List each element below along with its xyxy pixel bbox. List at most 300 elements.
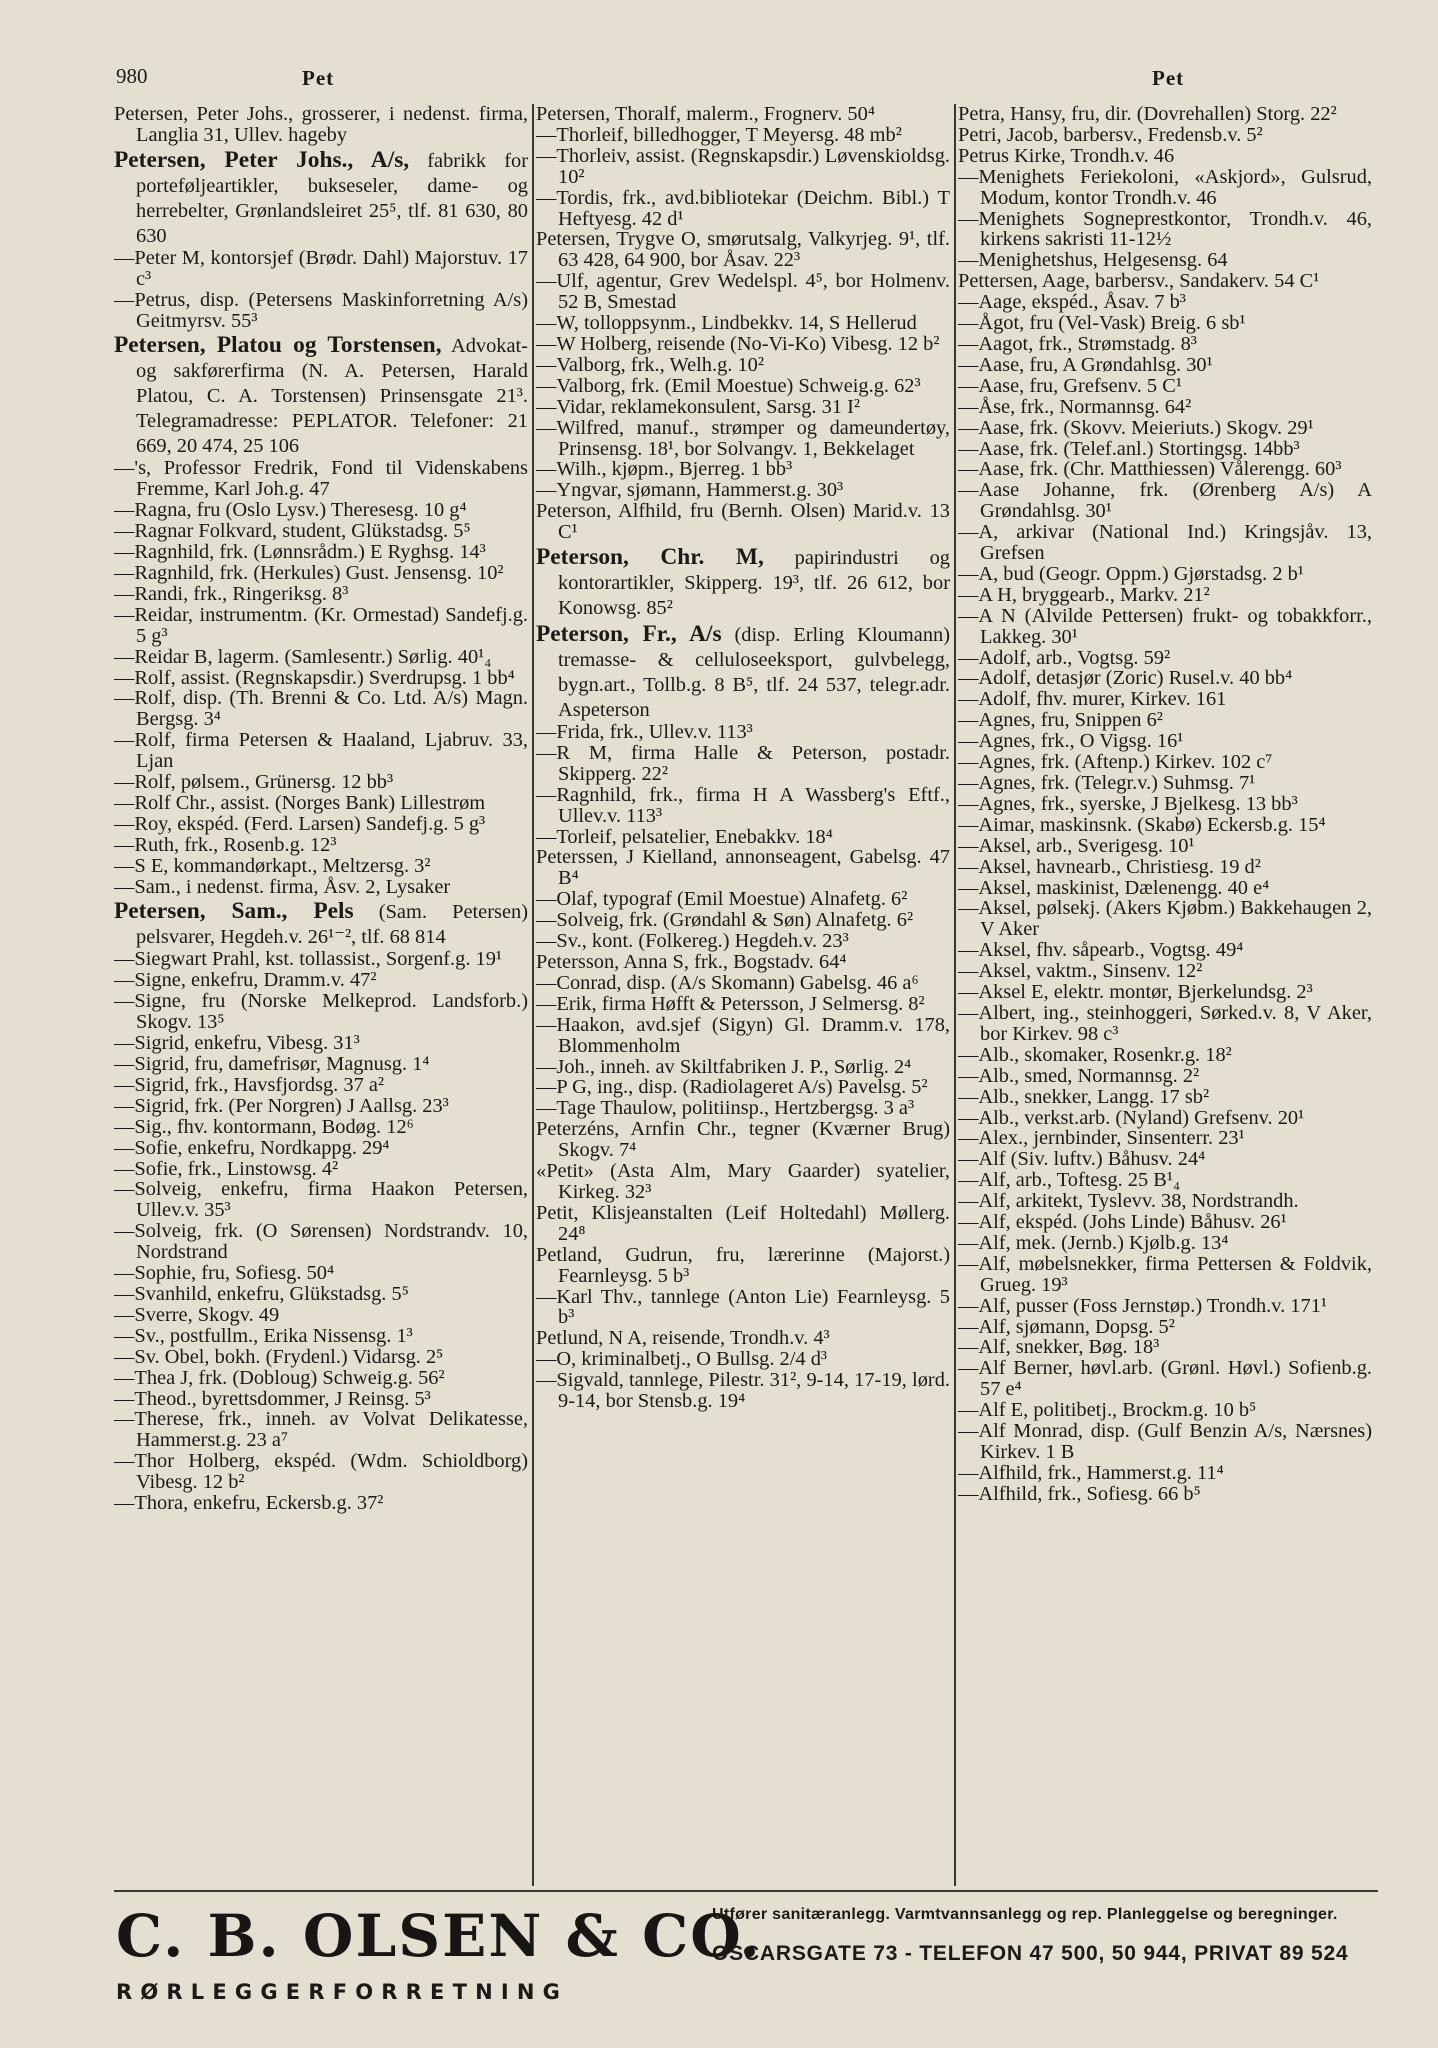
entry-name: —Alb., skomaker, Rosenkr.g. 18² — [958, 1043, 1232, 1066]
entry-name: —Signe, enkefru, Dramm.v. 47² — [114, 969, 377, 992]
directory-entry — [536, 1370, 950, 1412]
directory-entry — [958, 1400, 1372, 1421]
directory-entry — [114, 814, 528, 835]
directory-entry — [114, 835, 528, 856]
entry-name: —Alf Berner, høvl.arb. (Grønl. Høvl.) Sofienb.g. 57 e⁴ — [958, 1357, 1372, 1401]
directory-entry — [958, 1463, 1372, 1484]
entry-name: —Alf, pusser (Foss Jernstøp.) Trondh.v. 171¹ — [958, 1294, 1328, 1317]
directory-entry — [114, 1179, 528, 1221]
entry-name: Petersen, Peter Johs., A/s, — [114, 146, 410, 173]
entry-name: —Alb., smed, Normannsg. 2² — [958, 1064, 1200, 1087]
directory-entry — [114, 333, 528, 458]
directory-entry — [536, 376, 950, 397]
directory-entry — [958, 1358, 1372, 1400]
directory-entry — [958, 146, 1372, 167]
directory-entry — [114, 1368, 528, 1389]
entry-name: —Ragnhild, frk., firma H A Wassberg's Eftf., Ullev.v. 113³ — [536, 783, 950, 827]
entry-name: —R M, firma Halle & Peterson, postadr. Skipperg. 22² — [536, 741, 950, 785]
entry-name: —Ragna, fru (Oslo Lysv.) Theresesg. 10 g⁴ — [114, 499, 467, 522]
entry-name: —Aase, frk. (Telef.anl.) Stortingsg. 14bb³ — [958, 437, 1300, 460]
entry-name: —Peter M, kontorsjef (Brødr. Dahl) Majorstuv. 17 c³ — [114, 246, 528, 290]
entry-name: Petra, Hansy, fru, dir. (Dovrehallen) Storg. 22² — [958, 103, 1337, 125]
directory-entry — [536, 459, 950, 480]
entry-name: Petersen, Trygve O, smørutsalg, Valkyrjeg. 9¹, tlf. 63 428, 64 900, bor Åsav. 22³ — [536, 228, 950, 272]
directory-entry — [536, 827, 950, 848]
ad-company-name: C. B. OLSEN & CO. — [116, 1902, 762, 1970]
directory-entry — [536, 1245, 950, 1287]
directory-entry — [114, 688, 528, 730]
ad-company-trade: RØRLEGGERFORRETNING — [116, 1980, 569, 2004]
directory-entry — [536, 622, 950, 722]
directory-entry — [958, 1484, 1372, 1505]
directory-entry — [958, 250, 1372, 271]
directory-entry — [114, 148, 528, 248]
directory-entry — [114, 1138, 528, 1159]
entry-name: —Solveig, frk. (Grøndahl & Søn) Alnafetg. 6² — [536, 909, 914, 932]
entry-name: —Vidar, reklamekonsulent, Sarsg. 31 I² — [536, 395, 861, 418]
entry-name: —Alf, møbelsnekker, firma Pettersen & Foldvik, Grueg. 19³ — [958, 1252, 1372, 1296]
header-word-left: Pet — [302, 66, 335, 90]
entry-name: Petrus Kirke, Trondh.v. 46 — [958, 144, 1175, 167]
directory-entry — [536, 931, 950, 952]
entry-name: —Tage Thaulow, politiinsp., Hertzbergsg. 3 a³ — [536, 1097, 915, 1120]
directory-entry — [114, 1451, 528, 1493]
directory-entry — [958, 292, 1372, 313]
entry-name: —Roy, ekspéd. (Ferd. Larsen) Sandefj.g. 5 g³ — [114, 812, 486, 835]
directory-entry — [958, 125, 1372, 146]
column-2 — [536, 104, 950, 1412]
directory-entry — [958, 1087, 1372, 1108]
entry-name: Petri, Jacob, barbersv., Fredensb.v. 5² — [958, 123, 1263, 146]
entry-name: —Olaf, typograf (Emil Moestue) Alnafetg. 6² — [536, 888, 908, 911]
directory-entry — [958, 1254, 1372, 1296]
entry-name: —Ragnhild, frk. (Lønnsrådm.) E Ryghsg. 14³ — [114, 541, 486, 564]
entry-name: —Ragnhild, frk. (Herkules) Gust. Jensensg. 10² — [114, 561, 504, 584]
directory-entry — [958, 376, 1372, 397]
directory-entry — [958, 564, 1372, 585]
entry-name: —A, arkivar (National Ind.) Kringsjåv. 13, Grefsen — [958, 521, 1372, 565]
directory-entry — [958, 1045, 1372, 1066]
page-number: 980 — [116, 64, 148, 88]
directory-entry — [114, 1159, 528, 1180]
entry-name: —Aksel, pølsekj. (Akers Kjøbm.) Bakkehaugen 2, V Aker — [958, 897, 1372, 941]
directory-entry — [958, 480, 1372, 522]
directory-entry — [536, 1057, 950, 1078]
directory-entry — [536, 418, 950, 460]
entry-name: —Alf, arb., Toftesg. 25 B¹₄ — [958, 1169, 1181, 1192]
directory-entry — [536, 501, 950, 543]
directory-entry — [114, 542, 528, 563]
directory-entry — [536, 1328, 950, 1349]
directory-entry — [958, 1066, 1372, 1087]
directory-entry — [114, 500, 528, 521]
directory-entry — [958, 878, 1372, 899]
entry-name: —Therese, frk., inneh. av Volvat Delikatesse, Hammerst.g. 23 a⁷ — [114, 1408, 528, 1452]
directory-entry — [958, 898, 1372, 940]
entry-name: Pettersen, Aage, barbersv., Sandakerv. 54 C¹ — [958, 270, 1320, 293]
directory-entry — [958, 648, 1372, 669]
entry-name: —Solveig, enkefru, firma Haakon Petersen, Ullev.v. 35³ — [114, 1178, 528, 1222]
directory-entry — [958, 1191, 1372, 1212]
directory-entry — [536, 1287, 950, 1329]
directory-entry — [114, 290, 528, 332]
directory-entry — [958, 334, 1372, 355]
directory-entry — [958, 982, 1372, 1003]
directory-entry — [958, 167, 1372, 209]
entry-name: —Alb., snekker, Langg. 17 sb² — [958, 1085, 1210, 1108]
directory-entry — [958, 1128, 1372, 1149]
entry-name: —A N (Alvilde Pettersen) frukt- og tobakkforr., Lakkeg. 30¹ — [958, 604, 1372, 648]
column-3 — [958, 104, 1372, 1505]
directory-entry — [958, 355, 1372, 376]
entry-name: Peterzéns, Arnfin Chr., tegner (Kværner Brug) Skogv. 7⁴ — [536, 1118, 950, 1162]
entry-name: —Aimar, maskinsnk. (Skabø) Eckersb.g. 15⁴ — [958, 813, 1326, 836]
entry-name: —Thorleif, billedhogger, T Meyersg. 48 mb² — [536, 123, 902, 146]
directory-entry — [114, 991, 528, 1033]
directory-entry — [958, 459, 1372, 480]
directory-entry — [114, 1221, 528, 1263]
advertisement — [0, 1898, 1438, 2018]
entry-name: —Aase, fru, Grefsenv. 5 C¹ — [958, 374, 1182, 397]
directory-entry — [958, 1337, 1372, 1358]
directory-entry — [114, 1347, 528, 1368]
entry-name: —Signe, fru (Norske Melkeprod. Landsforb.) Skogv. 13⁵ — [114, 990, 528, 1034]
entry-name: —A H, bryggearb., Markv. 21² — [958, 583, 1210, 606]
entry-name: —Ulf, agentur, Grev Wedelspl. 4⁵, bor Holmenv. 52 B, Smestad — [536, 270, 950, 314]
directory-entry — [536, 743, 950, 785]
entry-name: —Alfhild, frk., Sofiesg. 66 b⁵ — [958, 1482, 1201, 1505]
directory-entry — [958, 857, 1372, 878]
directory-entry — [958, 836, 1372, 857]
entry-name: —Siegwart Prahl, kst. tollassist., Sorgenf.g. 19¹ — [114, 948, 503, 971]
entry-name: —Aksel, arb., Sverigesg. 10¹ — [958, 834, 1195, 857]
directory-entry — [114, 1305, 528, 1326]
directory-entry — [958, 1317, 1372, 1338]
entry-name: —Conrad, disp. (A/s Skomann) Gabelsg. 46 a⁶ — [536, 971, 919, 994]
entry-name: Petersen, Platou og Torstensen, — [114, 332, 442, 359]
directory-entry — [958, 1170, 1372, 1191]
entry-name: —Reidar B, lagerm. (Samlesentr.) Sørlig. 40¹₄ — [114, 645, 492, 668]
directory-entry — [958, 794, 1372, 815]
entry-name: —Alf, sjømann, Dopsg. 5² — [958, 1315, 1175, 1338]
entry-name: —Adolf, arb., Vogtsg. 59² — [958, 646, 1171, 669]
directory-entry — [958, 209, 1372, 251]
directory-entry — [114, 1326, 528, 1347]
entry-name: —Ragnar Folkvard, student, Glükstadsg. 5⁵ — [114, 520, 471, 543]
directory-entry — [958, 606, 1372, 648]
directory-entry — [114, 584, 528, 605]
directory-entry — [958, 752, 1372, 773]
entry-name: —Aksel E, elektr. montør, Bjerkelundsg. 2³ — [958, 981, 1313, 1004]
entry-name: —Sigrid, fru, damefrisør, Magnusg. 1⁴ — [114, 1053, 430, 1075]
directory-entry — [114, 1054, 528, 1075]
entry-name: —Aksel, vaktm., Sinsenv. 12² — [958, 960, 1203, 983]
entry-name: —Sv. Obel, bokh. (Frydenl.) Vidarsg. 2⁵ — [114, 1345, 444, 1368]
entry-name: —Aase Johanne, frk. (Ørenberg A/s) A Grøndahlsg. 30¹ — [958, 479, 1372, 523]
directory-entry — [536, 973, 950, 994]
column-divider — [954, 104, 956, 1886]
directory-entry — [536, 1203, 950, 1245]
directory-entry — [958, 815, 1372, 836]
entry-name: —Aage, ekspéd., Åsav. 7 b³ — [958, 291, 1186, 314]
directory-entry — [114, 1409, 528, 1451]
entry-name: —Adolf, detasjør (Zoric) Rusel.v. 40 bb⁴ — [958, 667, 1293, 690]
entry-name: —Agnes, frk., syerske, J Bjelkesg. 13 bb³ — [958, 792, 1298, 815]
directory-entry — [114, 668, 528, 689]
entry-name: —Alf, ekspéd. (Johs Linde) Båhusv. 26¹ — [958, 1211, 1287, 1234]
entry-name: —Sigrid, frk. (Per Norgren) J Aallsg. 23³ — [114, 1094, 449, 1117]
entry-name: —Alb., verkst.arb. (Nyland) Grefsenv. 20¹ — [958, 1106, 1305, 1129]
entry-name: —Menighetshus, Helgesensg. 64 — [958, 249, 1228, 272]
directory-entry — [114, 1075, 528, 1096]
directory-entry — [958, 397, 1372, 418]
directory-entry — [536, 313, 950, 334]
entry-name: Peterson, Fr., A/s — [536, 621, 722, 648]
entry-name: —Sam., i nedenst. firma, Åsv. 2, Lysaker — [114, 875, 451, 898]
directory-entry — [536, 355, 950, 376]
directory-entry — [536, 1077, 950, 1098]
directory-entry — [114, 1284, 528, 1305]
entry-name: —Solveig, frk. (O Sørensen) Nordstrandv. 10, Nordstrand — [114, 1220, 528, 1264]
entry-name: —Wilh., kjøpm., Bjerreg. 1 bb³ — [536, 458, 793, 481]
directory-entry — [536, 480, 950, 501]
entry-name: —Erik, firma Høfft & Petersson, J Selmersg. 8² — [536, 992, 925, 1015]
directory-entry — [958, 313, 1372, 334]
page-header — [0, 64, 1438, 98]
entry-name: —O, kriminalbetj., O Bullsg. 2/4 d³ — [536, 1348, 828, 1371]
entry-name: Peterssen, J Kielland, annonseagent, Gabelsg. 47 B⁴ — [536, 846, 950, 890]
entry-name: —'s, Professor Fredrik, Fond til Videnskabens Fremme, Karl Joh.g. 47 — [114, 457, 528, 501]
entry-name: —Svanhild, enkefru, Glükstadsg. 5⁵ — [114, 1282, 409, 1305]
directory-entry — [536, 334, 950, 355]
entry-name: —Aksel, havnearb., Christiesg. 19 d² — [958, 855, 1261, 878]
directory-entry — [114, 877, 528, 898]
entry-name: —Menighets Feriekoloni, «Askjord», Gulsrud, Modum, kontor Trondh.v. 46 — [958, 165, 1372, 209]
entry-name: —W Holberg, reisende (No-Vi-Ko) Vibesg. 12 b² — [536, 332, 940, 355]
entry-name: —Alf (Siv. luftv.) Båhusv. 24⁴ — [958, 1148, 1206, 1171]
entry-name: —Alex., jernbinder, Sinsenterr. 23¹ — [958, 1127, 1245, 1150]
directory-entry — [536, 1349, 950, 1370]
directory-entry — [958, 439, 1372, 460]
directory-entry — [958, 773, 1372, 794]
entry-name: —Rolf Chr., assist. (Norges Bank) Lillestrøm — [114, 791, 486, 814]
directory-entry — [114, 605, 528, 647]
entry-name: —Petrus, disp. (Petersens Maskinforretning A/s) Geitmyrsv. 55³ — [114, 288, 528, 332]
directory-entry — [536, 545, 950, 620]
entry-name: —Albert, ing., steinhoggeri, Sørked.v. 8, V Aker, bor Kirkev. 98 c³ — [958, 1001, 1372, 1045]
directory-entry — [536, 146, 950, 188]
directory-entry — [536, 847, 950, 889]
entry-name: —Agnes, frk., O Vigsg. 16¹ — [958, 730, 1184, 753]
entry-name: Petersen, Thoralf, malerm., Frognerv. 50⁴ — [536, 103, 875, 125]
directory-entry — [114, 899, 528, 949]
directory-entry — [536, 1161, 950, 1203]
directory-entry — [536, 889, 950, 910]
entry-name: Petersson, Anna S, frk., Bogstadv. 64⁴ — [536, 951, 847, 973]
ad-contact: OSCARSGATE 73 - TELEFON 47 500, 50 944, PRIVAT 89 524 — [712, 1942, 1349, 1965]
entry-name: —Sv., kont. (Folkereg.) Hegdeh.v. 23³ — [536, 930, 849, 953]
directory-entry — [114, 248, 528, 290]
entry-details: papirindustri og kontorartikler, Skipperg. 19³, tlf. 26 612, bor Konowsg. 85² — [558, 547, 950, 620]
directory-entry — [958, 418, 1372, 439]
entry-name: «Petit» (Asta Alm, Mary Gaarder) syatelier, Kirkeg. 32³ — [536, 1160, 950, 1203]
entry-details: fabrikk for porteføljeartikler, bukseseler, dame- og herrebelter, Grønlandsleiret 25⁵, tlf. 81 630, 80 630 — [136, 149, 529, 247]
entry-name: —Alf Monrad, disp. (Gulf Benzin A/s, Nærsnes) Kirkev. 1 B — [958, 1420, 1372, 1463]
directory-entry — [536, 722, 950, 743]
directory-entry — [114, 1096, 528, 1117]
directory-entry — [114, 563, 528, 584]
directory-entry — [536, 1119, 950, 1161]
directory-entry — [536, 188, 950, 230]
directory-entry — [958, 1233, 1372, 1254]
entry-name: —Rolf, assist. (Regnskapsdir.) Sverdrupsg. 1 bb⁴ — [114, 666, 515, 689]
directory-entry — [536, 785, 950, 827]
entry-name: —Aksel, maskinist, Dælenengg. 40 e⁴ — [958, 876, 1270, 899]
directory-entry — [958, 710, 1372, 731]
entry-name: —Agnes, fru, Snippen 6² — [958, 709, 1163, 732]
entry-name: Petersen, Peter Johs., grosserer, i nedenst. firma, Langlia 31, Ullev. hageby — [114, 103, 528, 146]
entry-name: —Rolf, firma Petersen & Haaland, Ljabruv. 33, Ljan — [114, 729, 528, 773]
column-1 — [114, 104, 528, 1514]
directory-entry — [536, 104, 950, 125]
entry-name: —Ågot, fru (Vel-Vask) Breig. 6 sb¹ — [958, 312, 1246, 335]
directory-entry — [536, 229, 950, 271]
directory-entry — [114, 647, 528, 668]
directory-entry — [958, 961, 1372, 982]
directory-entry — [114, 856, 528, 877]
entry-name: Petit, Klisjeanstalten (Leif Holtedahl) Møllerg. 24⁸ — [536, 1201, 950, 1245]
entry-name: —Karl Thv., tannlege (Anton Lie) Fearnleysg. 5 b³ — [536, 1285, 950, 1329]
entry-name: Petland, Gudrun, fru, lærerinne (Majorst.) Fearnleysg. 5 b³ — [536, 1243, 950, 1287]
entry-name: —Reidar, instrumentm. (Kr. Ormestad) Sandefj.g. 5 g³ — [114, 603, 528, 647]
entry-name: Peterson, Alfhild, fru (Bernh. Olsen) Marid.v. 13 C¹ — [536, 500, 950, 544]
directory-entry — [114, 793, 528, 814]
entry-name: —Aase, fru, A Grøndahlsg. 30¹ — [958, 353, 1213, 376]
entry-name: —Frida, frk., Ullev.v. 113³ — [536, 721, 753, 744]
entry-name: —Thorleiv, assist. (Regnskapsdir.) Løvenskioldsg. 10² — [536, 144, 950, 188]
entry-name: —Valborg, frk. (Emil Moestue) Schweig.g. 62³ — [536, 374, 921, 397]
directory-entry — [958, 668, 1372, 689]
directory-entry — [536, 271, 950, 313]
entry-name: —Sofie, frk., Linstowsg. 4² — [114, 1157, 339, 1180]
entry-details: (Sam. Petersen) pelsvarer, Hegdeh.v. 26¹⁻², tlf. 68 814 — [136, 901, 528, 949]
entry-name: —Sofie, enkefru, Nordkappg. 29⁴ — [114, 1136, 390, 1159]
entry-name: —Adolf, fhv. murer, Kirkev. 161 — [958, 688, 1227, 711]
directory-entry — [536, 397, 950, 418]
directory-entry — [114, 1033, 528, 1054]
entry-name: —Tordis, frk., avd.bibliotekar (Deichm. Bibl.) T Heftyesg. 42 d¹ — [536, 186, 950, 230]
entry-name: —Alf, mek. (Jernb.) Kjølb.g. 13⁴ — [958, 1231, 1229, 1254]
directory-entry — [958, 1149, 1372, 1170]
directory-entry — [114, 1117, 528, 1138]
entry-name: —Joh., inneh. av Skiltfabriken J. P., Sørlig. 2⁴ — [536, 1055, 912, 1078]
directory-entry — [536, 952, 950, 973]
entry-name: —Menighets Sogneprestkontor, Trondh.v. 46, kirkens sakristi 11-12½ — [958, 207, 1372, 251]
entry-name: —Alf, snekker, Bøg. 18³ — [958, 1336, 1160, 1359]
entry-name: —Thora, enkefru, Eckersb.g. 37² — [114, 1492, 384, 1515]
header-word-right: Pet — [1152, 66, 1185, 90]
directory-entry — [114, 772, 528, 793]
entry-name: —Rolf, pølsem., Grünersg. 12 bb³ — [114, 771, 394, 794]
column-divider — [532, 104, 534, 1886]
directory-entry — [958, 731, 1372, 752]
ad-services: Utfører sanitæranlegg. Varmtvannsanlegg og rep. Planleggelse og beregninger. — [712, 1906, 1338, 1923]
directory-entry — [958, 940, 1372, 961]
entry-name: Peterson, Chr. M, — [536, 544, 764, 571]
entry-name: —Rolf, disp. (Th. Brenni & Co. Ltd. A/s) Magn. Bergsg. 3⁴ — [114, 687, 528, 731]
entry-name: —Thea J, frk. (Dobloug) Schweig.g. 56² — [114, 1366, 445, 1389]
directory-entry — [958, 1003, 1372, 1045]
entry-name: —Torleif, pelsatelier, Enebakkv. 18⁴ — [536, 825, 833, 848]
entry-name: —Wilfred, manuf., strømper og dameundertøy, Prinsensg. 18¹, bor Solvangv. 1, Bekkelaget — [536, 416, 950, 460]
entry-name: —Aagot, frk., Strømstadg. 8³ — [958, 332, 1197, 355]
entry-name: —Sigrid, frk., Havsfjordsg. 37 a² — [114, 1073, 385, 1096]
entry-name: —Aase, frk. (Skovv. Meieriuts.) Skogv. 29¹ — [958, 416, 1314, 439]
directory-entry — [114, 730, 528, 772]
entry-name: —Ruth, frk., Rosenb.g. 12³ — [114, 833, 337, 856]
directory-entry — [536, 125, 950, 146]
entry-name: —Sverre, Skogv. 49 — [114, 1303, 280, 1326]
directory-entry — [114, 970, 528, 991]
entry-name: —Thor Holberg, ekspéd. (Wdm. Schioldborg) Vibesg. 12 b² — [114, 1450, 528, 1494]
directory-entry — [536, 994, 950, 1015]
entry-name: —Sophie, fru, Sofiesg. 50⁴ — [114, 1262, 335, 1285]
directory-entry — [958, 104, 1372, 125]
directory-entry — [536, 1015, 950, 1057]
entry-name: —Agnes, frk. (Telegr.v.) Suhmsg. 7¹ — [958, 772, 1256, 794]
entry-name: —A, bud (Geogr. Oppm.) Gjørstadsg. 2 b¹ — [958, 562, 1304, 585]
entry-name: —Haakon, avd.sjef (Sigyn) Gl. Dramm.v. 178, Blommenholm — [536, 1013, 950, 1057]
entry-name: —Sig., fhv. kontormann, Bodøg. 12⁶ — [114, 1115, 414, 1138]
directory-entry — [114, 521, 528, 542]
entry-name: —Åse, frk., Normannsg. 64² — [958, 395, 1192, 418]
entry-name: —Alf E, politibetj., Brockm.g. 10 b⁵ — [958, 1399, 1257, 1422]
directory-entry — [114, 104, 528, 146]
entry-name: —Alfhild, frk., Hammerst.g. 11⁴ — [958, 1461, 1224, 1484]
entry-details: Advokat- og sakførerfirma (N. A. Petersen, Harald Platou, C. A. Torstensen) Prinsensgate 21³. Telegramadresse: PEPLATOR. Telefoner: 21 669, 20 474, 25 106 — [136, 335, 528, 458]
entry-name: Petlund, N A, reisende, Trondh.v. 4³ — [536, 1327, 830, 1350]
entry-name: —W, tolloppsynm., Lindbekkv. 14, S Hellerud — [536, 312, 917, 335]
entry-name: —P G, ing., disp. (Radiolageret A/s) Pavelsg. 5² — [536, 1076, 928, 1099]
entry-name: —Sigrid, enkefru, Vibesg. 31³ — [114, 1032, 360, 1055]
directory-entry — [958, 1212, 1372, 1233]
directory-entry — [114, 949, 528, 970]
entry-name: —Sigvald, tannlege, Pilestr. 31², 9-14, 17-19, lørd. 9-14, bor Stensb.g. 19⁴ — [536, 1369, 950, 1413]
entry-name: —Valborg, frk., Welh.g. 10² — [536, 353, 764, 376]
directory-entry — [958, 271, 1372, 292]
directory-entry — [114, 1263, 528, 1284]
directory-entry — [536, 1098, 950, 1119]
directory-entry — [958, 1421, 1372, 1463]
directory-entry — [114, 1389, 528, 1410]
entry-name: —Agnes, frk. (Aftenp.) Kirkev. 102 c⁷ — [958, 751, 1273, 774]
entry-name: —Aase, frk. (Chr. Matthiessen) Vålerengg. 60³ — [958, 458, 1342, 481]
entry-name: Petersen, Sam., Pels — [114, 898, 354, 925]
directory-entry — [114, 458, 528, 500]
entry-name: —Yngvar, sjømann, Hammerst.g. 30³ — [536, 479, 844, 502]
directory-entry — [958, 522, 1372, 564]
entry-name: —Aksel, fhv. såpearb., Vogtsg. 49⁴ — [958, 939, 1244, 962]
directory-entry — [958, 585, 1372, 606]
directory-entry — [536, 910, 950, 931]
footer-divider — [114, 1890, 1378, 1892]
entry-name: —Sv., postfullm., Erika Nissensg. 1³ — [114, 1324, 413, 1347]
directory-entry — [958, 1108, 1372, 1129]
entry-name: —S E, kommandørkapt., Meltzersg. 3² — [114, 854, 431, 877]
entry-name: —Theod., byrettsdommer, J Reinsg. 5³ — [114, 1387, 431, 1410]
directory-entry — [958, 689, 1372, 710]
directory-entry — [958, 1296, 1372, 1317]
